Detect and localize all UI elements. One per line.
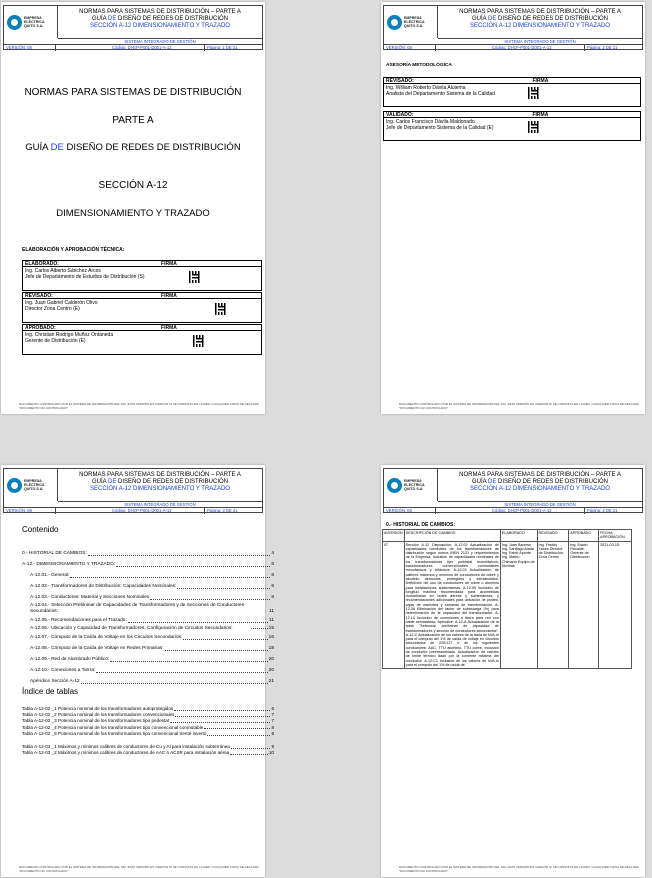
approval-heading: ELABORACIÓN Y APROBACIÓN TÉCNICA: <box>22 247 125 253</box>
version-label: VERSIÓN: 08 <box>6 45 56 51</box>
toc-entry[interactable] <box>22 643 274 654</box>
toc-entry[interactable] <box>22 559 274 570</box>
toc-entry[interactable] <box>22 570 274 581</box>
header-title: NORMAS PARA SISTEMAS DE DISTRIBUCIÓN – PARTE A GUÍA DE DISEÑO DE REDES DE DISTRIBUCIÓN SECCIÓN A-12 DIMENSIONAMIENTO Y TRAZADO <box>79 472 241 492</box>
elaborado-box: ELABORADO: FIRMA Ing. Carlos Alberto Sánchez Arcos Jefe de Departamento de Estudios de Distribución (S) <box>22 260 262 291</box>
table-of-contents <box>22 548 274 687</box>
toc-entry-label: 0.- HISTORIAL DE CAMBIOS: <box>22 551 87 556</box>
company-logo: EMPRESA ELÉCTRICA QUITO S.A. <box>4 469 58 501</box>
footer-note: DOCUMENTO CONTROLADO POR EL SISTEMA DE INFORMACIÓN DEL SIG. ESTA VERSIÓN ES VIGENTE SI SE CONSULTA EN LA RED. CUALQUIER COPIA SE DECLARA "DOCUMENTO NO CONTROLADO" <box>399 402 639 410</box>
toc-entry-label: A-12.02.- Transformadores de Distribución: Capacidades Nominales: <box>30 584 177 589</box>
table-index-page: 8 <box>271 730 274 736</box>
toc-leader <box>81 676 268 684</box>
toc-leader <box>175 712 270 717</box>
tables-index <box>22 706 274 756</box>
toc-entry[interactable] <box>22 676 274 687</box>
signature-qr-icon <box>193 335 205 347</box>
toc-leader <box>230 750 268 755</box>
footer-note: DOCUMENTO CONTROLADO POR EL SISTEMA DE INFORMACIÓN DEL SIG. ESTA VERSIÓN ES VIGENTE SI SE CONSULTA EN LA RED. CUALQUIER COPIA SE DECLARA "DOCUMENTO NO CONTROLADO" <box>19 865 259 873</box>
table-index-page: 6 <box>271 706 274 711</box>
toc-leader <box>207 731 270 736</box>
system-label: SISTEMA INTEGRADO DE GESTIÓN <box>438 501 642 507</box>
toc-entry-label: A-12.06.- Ubicación y Capacidad de Transformadores, Configuración de Circuitos Secundarios: <box>30 626 233 631</box>
toc-entry-page: 6 <box>271 573 274 578</box>
company-logo: EMPRESA ELÉCTRICA QUITO S.A. <box>4 6 58 38</box>
toc-entry[interactable] <box>22 654 274 665</box>
page-number: Página: 4 DE 21 <box>584 508 644 514</box>
cover-title-3: GUÍA DE DISEÑO DE REDES DE DISTRIBUCIÓN <box>25 142 241 153</box>
history-header-row <box>383 530 632 542</box>
cell-description: Sección A-12 Disposición: A-12.02 Actualización de capacidades nominales de los transformadores de distribución según norma INEN 2131 y requerimientos de la Empresa. Inclusión de capacidades nominales de los transformadores tipo pedestal monofásicos, transformadores convencionales conmutables monofásicos y trifásicos. A-12.03 Actualización de calibres máximos y mínimos de conductores de cobre y aluminio desnudos, protegidos y semiaislados. Definición del uso de conductores de cobre o aluminio para instalaciones subterráneas. A-12.05 Inclusión de longitud máxima recomendada para acometidas domiciliarias en redes aéreas y subterráneas, y recomendaciones adicionales para ubicación de postes, cajas de maniobra y cámaras de transformación. A-12.06 Eliminación del factor de sobrecarga (%) para determinación de la capacidad del transformador. A-12.10 Inclusión de conexiones a tierra para red con cable semiaislado. Apéndice: A-12-A Actualización de la tabla "Selección preliminar de capacidad de transformadores y sección de conductores secundarios". A-12-C Actualización de los valores de la tabla de kVA-m para el cómputo del 1% de caída de voltaje en circuitos secundarios de 220/127 V de los siguientes conductores: AAC, TTU aluminio, TTU cobre, inclusión de conductor preensamblado. Actualización de valores de límite térmico dado por la corriente máxima del conductor. A-12-C1 Inclusión de los valores de kVA-m para el cómputo del 1% de caída de <box>405 542 499 667</box>
toc-entry-label: A-12.04.- Selección Preliminar de Capacidades de Transformadores y de Secciones de Conductores Secundarios: <box>30 603 245 614</box>
cover-title-1: NORMAS PARA SISTEMAS DE DISTRIBUCIÓN <box>24 87 242 98</box>
header-title: NORMAS PARA SISTEMAS DE DISTRIBUCIÓN – PARTE A GUÍA DE DISEÑO DE REDES DE DISTRIBUCIÓN SECCIÓN A-12 DIMENSIONAMIENTO Y TRAZADO <box>79 9 241 29</box>
cell-elaborado: Ing. Juan Barroso Ing. Santiago Alada Ing. Pablo Aponte Ing. Martín Chimarro Equipo de Normas <box>500 541 537 669</box>
version-label: VERSIÓN: 08 <box>386 508 436 514</box>
toc-entry[interactable] <box>22 632 274 643</box>
toc-leader <box>251 628 268 629</box>
system-label: SISTEMA INTEGRADO DE GESTIÓN <box>58 501 262 507</box>
code-label: Código: DI-EP-P001-D001-A-12 <box>112 508 172 513</box>
cover-section: SECCIÓN A-12 <box>98 180 168 191</box>
company-logo: EMPRESA ELÉCTRICA QUITO S.A. <box>384 6 438 38</box>
page-number: Página: 2 DE 21 <box>584 45 644 51</box>
toc-leader <box>165 643 268 651</box>
history-title: 0.- HISTORIAL DE CAMBIOS: <box>386 522 455 528</box>
code-label: Código: DI-EP-P001-D001-A-12 <box>112 45 172 50</box>
signature-qr-icon <box>528 87 540 99</box>
logo-icon <box>387 478 402 493</box>
table-index-label: Tabla A-12-02 _2 Potencia nominal de los transformadores convencionales <box>22 712 175 718</box>
toc-entry-page: 6 <box>271 584 274 589</box>
header-title: NORMAS PARA SISTEMAS DE DISTRIBUCIÓN – PARTE A GUÍA DE DISEÑO DE REDES DE DISTRIBUCIÓN SECCIÓN A-12 DIMENSIONAMIENTO Y TRAZADO <box>459 9 621 29</box>
table-index-entry[interactable] <box>22 750 274 756</box>
document-page-1 <box>1 2 265 414</box>
col-fecha: FECHA APROBACIÓN <box>599 530 632 542</box>
asesoria-heading: ASESORÍA METODOLÓGICA <box>386 63 452 68</box>
document-page-2 <box>381 2 645 414</box>
system-label: SISTEMA INTEGRADO DE GESTIÓN <box>58 38 262 44</box>
toc-entry-label: A-12.09.- Red de Alumbrado Público: <box>30 657 110 662</box>
toc-leader <box>174 706 270 711</box>
toc-entry-page: 11 <box>269 618 274 623</box>
document-page-4 <box>381 465 645 877</box>
toc-entry[interactable] <box>22 592 274 603</box>
toc-leader <box>183 632 267 640</box>
toc-entry[interactable] <box>22 603 274 615</box>
cover-title-2: PARTE A <box>112 115 154 126</box>
toc-entry-page: 4 <box>271 551 274 556</box>
table-index-page: 10 <box>268 750 274 756</box>
page-header <box>383 468 643 513</box>
footer-note: DOCUMENTO CONTROLADO POR EL SISTEMA DE INFORMACIÓN DEL SIG. ESTA VERSIÓN ES VIGENTE SI SE CONSULTA EN LA RED. CUALQUIER COPIA SE DECLARA "DOCUMENTO NO CONTROLADO" <box>19 402 259 410</box>
version-label: VERSIÓN: 08 <box>386 45 436 51</box>
logo-icon <box>7 15 22 30</box>
code-label: Código: DI-EP-P001-D001-A-12 <box>492 45 552 50</box>
revisado-box: REVISADO: FIRMA Ing. Juan Gabriel Calderón Olivo Director Zona Centro (E) <box>22 292 262 323</box>
toc-leader <box>204 725 270 730</box>
toc-entry-page: 11 <box>269 609 274 614</box>
asesoria-validado-box: VALIDADO: FIRMA Ing. Carlos Francisco Dávila Maldonado Jefe de Departamento Sistema de la Calidad (E) <box>383 111 641 141</box>
page-number: Página: 3 DE 21 <box>204 508 264 514</box>
toc-entry-label: A-12.10.- Conexiones a Tierra: <box>30 668 96 673</box>
cell-version: 07 <box>383 541 405 669</box>
col-description: DESCRIPCIÓN DE CAMBIOS <box>404 530 500 542</box>
toc-entry-label: A-12.07.- Cómputo de la Caída de Voltaje en los Circuitos Secundarios: <box>30 635 183 640</box>
table-index-page: 7 <box>271 718 274 724</box>
toc-entry-label: A-12.05.- Recomendaciones para el Trazado: <box>30 618 127 623</box>
logo-icon <box>387 15 402 30</box>
toc-title: Contenido <box>22 525 59 534</box>
asesoria-revisado-box: REVISADO: FIRMA Ing. William Roberto Dávila Aluiema Analista del Departamento Sistema de la Calidad <box>383 77 641 107</box>
col-aprobado: APROBADO <box>569 530 599 542</box>
cell-aprobado: Ing. Edwin Recalde, Gerente de Distribución <box>569 541 599 669</box>
table-index-label: Tabla A-12-02 _5 Potencia nominal de los transformadores tipo convencional trenté inverto <box>22 730 207 736</box>
spacer <box>22 737 274 744</box>
cover-subtitle: DIMENSIONAMIENTO Y TRAZADO <box>56 208 210 219</box>
toc-entry[interactable] <box>22 548 274 559</box>
toc-entry-page: 20 <box>268 657 274 662</box>
aprobado-box: APROBADO: FIRMA Ing. Christian Rodrigo Muñoz Ontaneda Gerente de Distribución (E) <box>22 324 262 355</box>
page-header <box>3 5 263 50</box>
table-index-page: 8 <box>271 724 274 730</box>
toc-leader <box>96 665 267 673</box>
toc-leader <box>110 654 267 662</box>
cell-fecha: 2021-03-15 <box>599 541 632 669</box>
document-page-3 <box>1 465 275 877</box>
toc-entry-page: 6 <box>271 562 274 567</box>
toc-leader <box>231 744 271 749</box>
toc-entry-label: A-12.01.- General: <box>30 573 70 578</box>
code-label: Código: DI-EP-P001-D001-A-12 <box>492 508 552 513</box>
col-revisado: REVISADO <box>537 530 569 542</box>
toc-entry-page: 21 <box>268 679 274 684</box>
toc-entry-label: Apéndice Sección A-12 <box>30 679 80 684</box>
page-number: Página: 1 DE 21 <box>204 45 264 51</box>
toc-leader <box>150 592 270 600</box>
toc-leader <box>116 559 270 567</box>
table-index-page: 9 <box>271 744 274 750</box>
history-table <box>382 529 632 669</box>
system-label: SISTEMA INTEGRADO DE GESTIÓN <box>438 38 642 44</box>
table-index-label: Tabla A-12-02 _3 Potencia nominal de los transformadores tipo pedestal <box>22 718 169 724</box>
footer-note: DOCUMENTO CONTROLADO POR EL SISTEMA DE INFORMACIÓN DEL SIG. ESTA VERSIÓN ES VIGENTE SI SE CONSULTA EN LA RED. CUALQUIER COPIA SE DECLARA "DOCUMENTO NO CONTROLADO" <box>399 865 639 873</box>
toc-entry-label: A-12.- DIMENSIONAMIENTO Y TRAZADO: <box>22 562 116 567</box>
table-index-label: Tabla A-12-02 _1 Potencia nominal de los transformadores autoprotegidos <box>22 706 174 711</box>
table-index-page: 7 <box>271 712 274 718</box>
header-title: NORMAS PARA SISTEMAS DE DISTRIBUCIÓN – PARTE A GUÍA DE DISEÑO DE REDES DE DISTRIBUCIÓN SECCIÓN A-12 DIMENSIONAMIENTO Y TRAZADO <box>459 472 621 492</box>
table-index-label: Tabla A-12-03 _2 Máximos y mínimos calibres de conductores de AAC o ACSR para instalación aérea <box>22 750 230 756</box>
toc-leader <box>70 570 270 578</box>
toc-entry-page: 15 <box>268 626 275 631</box>
toc-leader <box>88 548 271 556</box>
toc-entry-page: 20 <box>268 668 274 673</box>
toc-leader <box>170 718 271 723</box>
signature-qr-icon <box>215 303 227 315</box>
version-label: VERSIÓN: 08 <box>6 508 56 514</box>
signature-qr-icon <box>528 121 540 133</box>
cell-revisado: Ing. Freddy Yanez Director de Distribución Zona Centro <box>537 541 569 669</box>
toc-entry-page: 16 <box>268 635 274 640</box>
table-index-label: Tabla A-12-02 _4 Potencia nominal de los transformadores tipo convencional conmutable <box>22 724 204 730</box>
toc-entry[interactable] <box>22 581 274 592</box>
toc-entry[interactable] <box>22 615 274 626</box>
toc-entry-page: 8 <box>271 595 274 600</box>
toc-entry[interactable] <box>22 665 274 676</box>
toc-leader <box>177 581 270 589</box>
table-row <box>383 541 632 669</box>
table-index-label: Tabla A-12-03 _1 Máximos y mínimos calibres de conductores de Cu y Al para instalación subterránea <box>22 744 230 750</box>
tables-index-title: Índice de tablas <box>22 687 79 696</box>
signature-qr-icon <box>189 271 201 283</box>
company-logo: EMPRESA ELÉCTRICA QUITO S.A. <box>384 469 438 501</box>
col-version: #VERSIÓN <box>383 530 405 542</box>
logo-icon <box>7 478 22 493</box>
toc-entry-label: A-12.03.- Conductores: Material y Secciones Nominales <box>30 595 150 600</box>
page-header <box>383 5 643 50</box>
col-elaborado: ELABORADO <box>500 530 537 542</box>
page-header <box>3 468 263 513</box>
toc-entry-page: 18 <box>268 646 274 651</box>
toc-entry-label: A-12.08.- Cómputo de la Caída de Voltaje en Redes Primarias: <box>30 646 164 651</box>
toc-leader <box>128 615 268 623</box>
